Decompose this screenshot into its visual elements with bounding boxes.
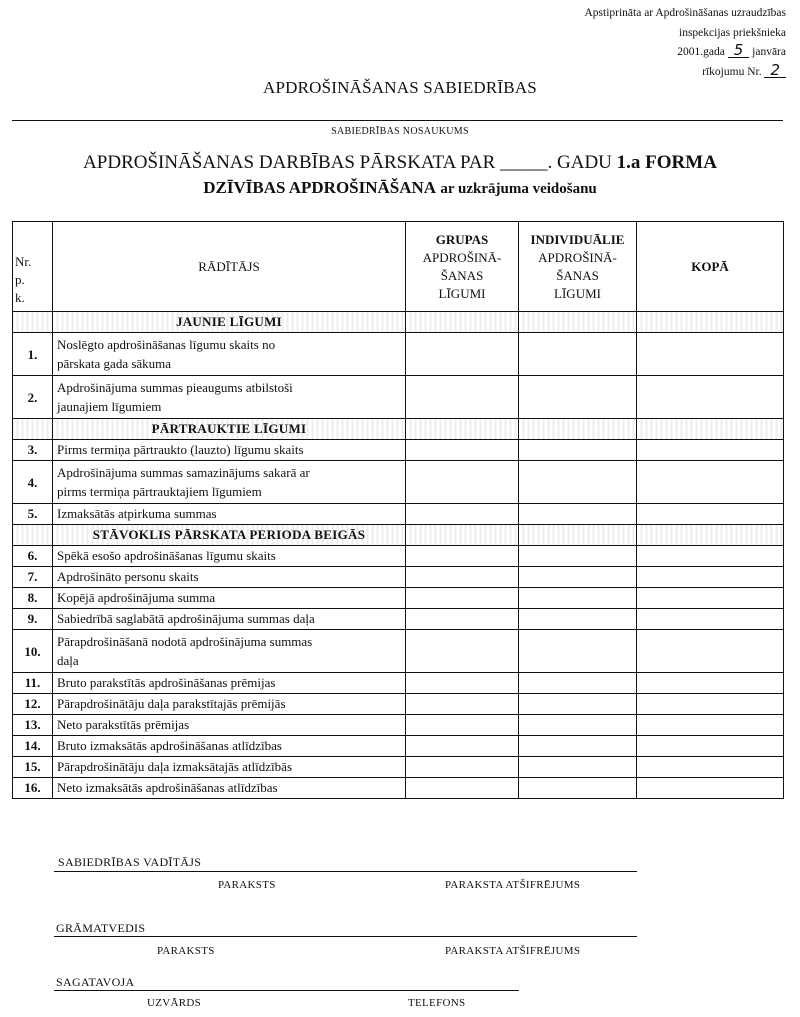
approval-line-2: inspekcijas priekšnieka bbox=[679, 26, 786, 39]
row-label: Izmaksātās atpirkuma summas bbox=[53, 504, 406, 525]
row-label-line: Pārapdrošināšanā nodotā apdrošinājuma summas bbox=[57, 634, 313, 649]
section-spacer bbox=[406, 525, 519, 546]
cell-total[interactable] bbox=[637, 630, 784, 673]
cell-individual[interactable] bbox=[519, 715, 637, 736]
cell-group[interactable] bbox=[406, 757, 519, 778]
row-number: 6. bbox=[13, 546, 53, 567]
report-subtitle-rest: ar uzkrājuma veidošanu bbox=[440, 181, 597, 197]
cell-group[interactable] bbox=[406, 461, 519, 504]
report-title bbox=[0, 152, 800, 174]
section-row-period-end bbox=[13, 525, 784, 546]
cell-total[interactable] bbox=[637, 715, 784, 736]
cell-group[interactable] bbox=[406, 609, 519, 630]
cell-group[interactable] bbox=[406, 504, 519, 525]
table-row bbox=[13, 461, 784, 504]
row-label: Bruto izmaksātās apdrošināšanas atlīdzības bbox=[53, 736, 406, 757]
accountant-signature-decode-caption: PARAKSTA ATŠIFRĒJUMS bbox=[445, 945, 581, 957]
row-label-line: Noslēgto apdrošināšanas līgumu skaits no bbox=[57, 337, 276, 352]
cell-individual[interactable] bbox=[519, 504, 637, 525]
header-group-contracts bbox=[406, 222, 519, 312]
cell-group[interactable] bbox=[406, 567, 519, 588]
row-label: Sabiedrībā saglabātā apdrošinājuma summas daļa bbox=[53, 609, 406, 630]
company-label: APDROŠINĀŠANAS SABIEDRĪBAS bbox=[263, 78, 537, 97]
section-title: JAUNIE LĪGUMI bbox=[53, 312, 406, 333]
head-signature-caption: PARAKSTS bbox=[218, 879, 276, 891]
header-individual-line: LĪGUMI bbox=[554, 285, 601, 301]
cell-total[interactable] bbox=[637, 440, 784, 461]
cell-total[interactable] bbox=[637, 546, 784, 567]
cell-total[interactable] bbox=[637, 504, 784, 525]
cell-total[interactable] bbox=[637, 376, 784, 419]
header-group-line: ŠANAS bbox=[440, 267, 484, 283]
approval-note bbox=[584, 4, 786, 82]
table-header-row bbox=[13, 222, 784, 312]
approval-date-day: 5 bbox=[728, 43, 750, 58]
section-title: PĀRTRAUKTIE LĪGUMI bbox=[53, 419, 406, 440]
cell-group[interactable] bbox=[406, 715, 519, 736]
header-group-line: GRUPAS bbox=[435, 231, 489, 247]
cell-total[interactable] bbox=[637, 673, 784, 694]
row-number: 3. bbox=[13, 440, 53, 461]
cell-group[interactable] bbox=[406, 440, 519, 461]
report-form-label: 1.a FORMA bbox=[616, 152, 717, 173]
row-label bbox=[53, 376, 406, 419]
approval-order-number: 2 bbox=[764, 63, 786, 78]
cell-total[interactable] bbox=[637, 333, 784, 376]
row-number: 7. bbox=[13, 567, 53, 588]
row-label-line: jaunajiem līgumiem bbox=[57, 399, 162, 414]
cell-group[interactable] bbox=[406, 546, 519, 567]
row-number: 15. bbox=[13, 757, 53, 778]
cell-individual[interactable] bbox=[519, 609, 637, 630]
row-label bbox=[53, 333, 406, 376]
cell-total[interactable] bbox=[637, 609, 784, 630]
row-label: Kopējā apdrošinājuma summa bbox=[53, 588, 406, 609]
section-spacer bbox=[519, 312, 637, 333]
cell-group[interactable] bbox=[406, 376, 519, 419]
table-row bbox=[13, 376, 784, 419]
approval-line-3 bbox=[584, 43, 786, 63]
cell-group[interactable] bbox=[406, 778, 519, 799]
accountant-label: GRĀMATVEDIS bbox=[56, 921, 146, 935]
head-of-company-label: SABIEDRĪBAS VADĪTĀJS bbox=[58, 855, 202, 869]
section-title: STĀVOKLIS PĀRSKATA PERIODA BEIGĀS bbox=[53, 525, 406, 546]
header-indicator: RĀDĪTĀJS bbox=[53, 222, 406, 312]
cell-group[interactable] bbox=[406, 630, 519, 673]
header-nr bbox=[13, 222, 53, 312]
table-row bbox=[13, 609, 784, 630]
table-row bbox=[13, 588, 784, 609]
table-row bbox=[13, 673, 784, 694]
cell-total[interactable] bbox=[637, 778, 784, 799]
cell-individual[interactable] bbox=[519, 546, 637, 567]
row-label bbox=[53, 461, 406, 504]
row-label: Pirms termiņa pārtraukto (lauzto) līgumu skaits bbox=[53, 440, 406, 461]
table-row bbox=[13, 715, 784, 736]
header-individual-line: APDROŠINĀ- bbox=[538, 249, 617, 265]
row-number: 14. bbox=[13, 736, 53, 757]
preparer-name-caption: UZVĀRDS bbox=[147, 997, 202, 1009]
row-number: 4. bbox=[13, 461, 53, 504]
report-subtitle bbox=[0, 178, 800, 198]
row-number: 9. bbox=[13, 609, 53, 630]
row-number: 1. bbox=[13, 333, 53, 376]
cell-individual[interactable] bbox=[519, 630, 637, 673]
section-spacer bbox=[13, 419, 53, 440]
table-row bbox=[13, 440, 784, 461]
report-table bbox=[12, 221, 784, 799]
row-number: 13. bbox=[13, 715, 53, 736]
preparer-label: SAGATAVOJA bbox=[56, 975, 135, 989]
section-spacer bbox=[13, 525, 53, 546]
report-title-text: APDROŠINĀŠANAS DARBĪBAS PĀRSKATA PAR _____. GADU bbox=[83, 152, 612, 173]
approval-date-prefix: 2001.gada bbox=[677, 46, 725, 58]
cell-individual[interactable] bbox=[519, 333, 637, 376]
header-total: KOPĀ bbox=[637, 222, 784, 312]
cell-total[interactable] bbox=[637, 461, 784, 504]
cell-individual[interactable] bbox=[519, 567, 637, 588]
section-spacer bbox=[637, 419, 784, 440]
company-name-line bbox=[12, 120, 783, 121]
cell-total[interactable] bbox=[637, 736, 784, 757]
table-row bbox=[13, 694, 784, 715]
head-signature-decode-caption: PARAKSTA ATŠIFRĒJUMS bbox=[445, 879, 581, 891]
header-group-line: LĪGUMI bbox=[438, 285, 486, 301]
header-individual-line: INDIVIDUĀLIE bbox=[530, 231, 625, 247]
cell-individual[interactable] bbox=[519, 461, 637, 504]
row-label-line: daļa bbox=[57, 653, 79, 668]
row-number: 12. bbox=[13, 694, 53, 715]
row-label-line: pārskata gada sākuma bbox=[57, 356, 172, 371]
section-spacer bbox=[637, 525, 784, 546]
cell-individual[interactable] bbox=[519, 440, 637, 461]
accountant-signature-line[interactable] bbox=[54, 936, 637, 937]
cell-individual[interactable] bbox=[519, 757, 637, 778]
header-nr-line: k. bbox=[15, 290, 25, 305]
cell-group[interactable] bbox=[406, 588, 519, 609]
cell-group[interactable] bbox=[406, 694, 519, 715]
section-spacer bbox=[637, 312, 784, 333]
cell-group[interactable] bbox=[406, 673, 519, 694]
table-row bbox=[13, 546, 784, 567]
table-row bbox=[13, 630, 784, 673]
cell-total[interactable] bbox=[637, 588, 784, 609]
preparer-line[interactable] bbox=[54, 990, 519, 991]
table-row bbox=[13, 757, 784, 778]
row-number: 8. bbox=[13, 588, 53, 609]
approval-order-prefix: rīkojumu Nr. bbox=[702, 65, 762, 78]
row-number: 11. bbox=[13, 673, 53, 694]
cell-individual[interactable] bbox=[519, 736, 637, 757]
row-label: Neto izmaksātās apdrošināšanas atlīdzības bbox=[53, 778, 406, 799]
row-label: Apdrošināto personu skaits bbox=[53, 567, 406, 588]
cell-total[interactable] bbox=[637, 757, 784, 778]
table-row bbox=[13, 736, 784, 757]
section-spacer bbox=[406, 312, 519, 333]
header-individual-line: ŠANAS bbox=[556, 267, 599, 283]
cell-individual[interactable] bbox=[519, 694, 637, 715]
accountant-signature-caption: PARAKSTS bbox=[157, 945, 215, 957]
approval-date-suffix: janvāra bbox=[752, 46, 786, 58]
cell-individual[interactable] bbox=[519, 673, 637, 694]
row-number: 5. bbox=[13, 504, 53, 525]
row-number: 16. bbox=[13, 778, 53, 799]
cell-total[interactable] bbox=[637, 694, 784, 715]
row-label: Pārapdrošinātāju daļa izmaksātajās atlīdzībās bbox=[53, 757, 406, 778]
header-nr-line: p. bbox=[15, 272, 25, 287]
cell-individual[interactable] bbox=[519, 778, 637, 799]
row-label-line: Apdrošinājuma summas samazinājums sakarā ar bbox=[57, 465, 310, 480]
row-number: 10. bbox=[13, 630, 53, 673]
header-group-line: APDROŠINĀ- bbox=[422, 249, 502, 265]
section-spacer bbox=[519, 525, 637, 546]
company-name-caption: SABIEDRĪBAS NOSAUKUMS bbox=[331, 126, 469, 137]
cell-individual[interactable] bbox=[519, 588, 637, 609]
row-label-line: pirms termiņa pārtrauktajiem līgumiem bbox=[57, 484, 262, 499]
table-row bbox=[13, 333, 784, 376]
header-nr-line: Nr. bbox=[15, 254, 32, 269]
section-row-terminated-contracts bbox=[13, 419, 784, 440]
header-individual-contracts bbox=[519, 222, 637, 312]
row-label: Bruto parakstītās apdrošināšanas prēmijas bbox=[53, 673, 406, 694]
section-spacer bbox=[519, 419, 637, 440]
row-label: Spēkā esošo apdrošināšanas līgumu skaits bbox=[53, 546, 406, 567]
report-subtitle-bold: DZĪVĪBAS APDROŠINĀŠANA bbox=[203, 178, 437, 197]
cell-group[interactable] bbox=[406, 333, 519, 376]
cell-individual[interactable] bbox=[519, 376, 637, 419]
section-spacer bbox=[406, 419, 519, 440]
preparer-phone-caption: TELEFONS bbox=[408, 997, 466, 1009]
section-row-new-contracts bbox=[13, 312, 784, 333]
cell-total[interactable] bbox=[637, 567, 784, 588]
row-label-line: Apdrošinājuma summas pieaugums atbilstoši bbox=[57, 380, 293, 395]
row-label: Pārapdrošinātāju daļa parakstītajās prēmijās bbox=[53, 694, 406, 715]
head-signature-line[interactable] bbox=[54, 871, 637, 872]
row-label bbox=[53, 630, 406, 673]
row-number: 2. bbox=[13, 376, 53, 419]
section-spacer bbox=[13, 312, 53, 333]
table-row bbox=[13, 567, 784, 588]
table-row bbox=[13, 504, 784, 525]
row-label: Neto parakstītās prēmijas bbox=[53, 715, 406, 736]
approval-line-1: Apstiprināta ar Apdrošināšanas uzraudzības bbox=[584, 7, 786, 19]
cell-group[interactable] bbox=[406, 736, 519, 757]
table-row bbox=[13, 778, 784, 799]
